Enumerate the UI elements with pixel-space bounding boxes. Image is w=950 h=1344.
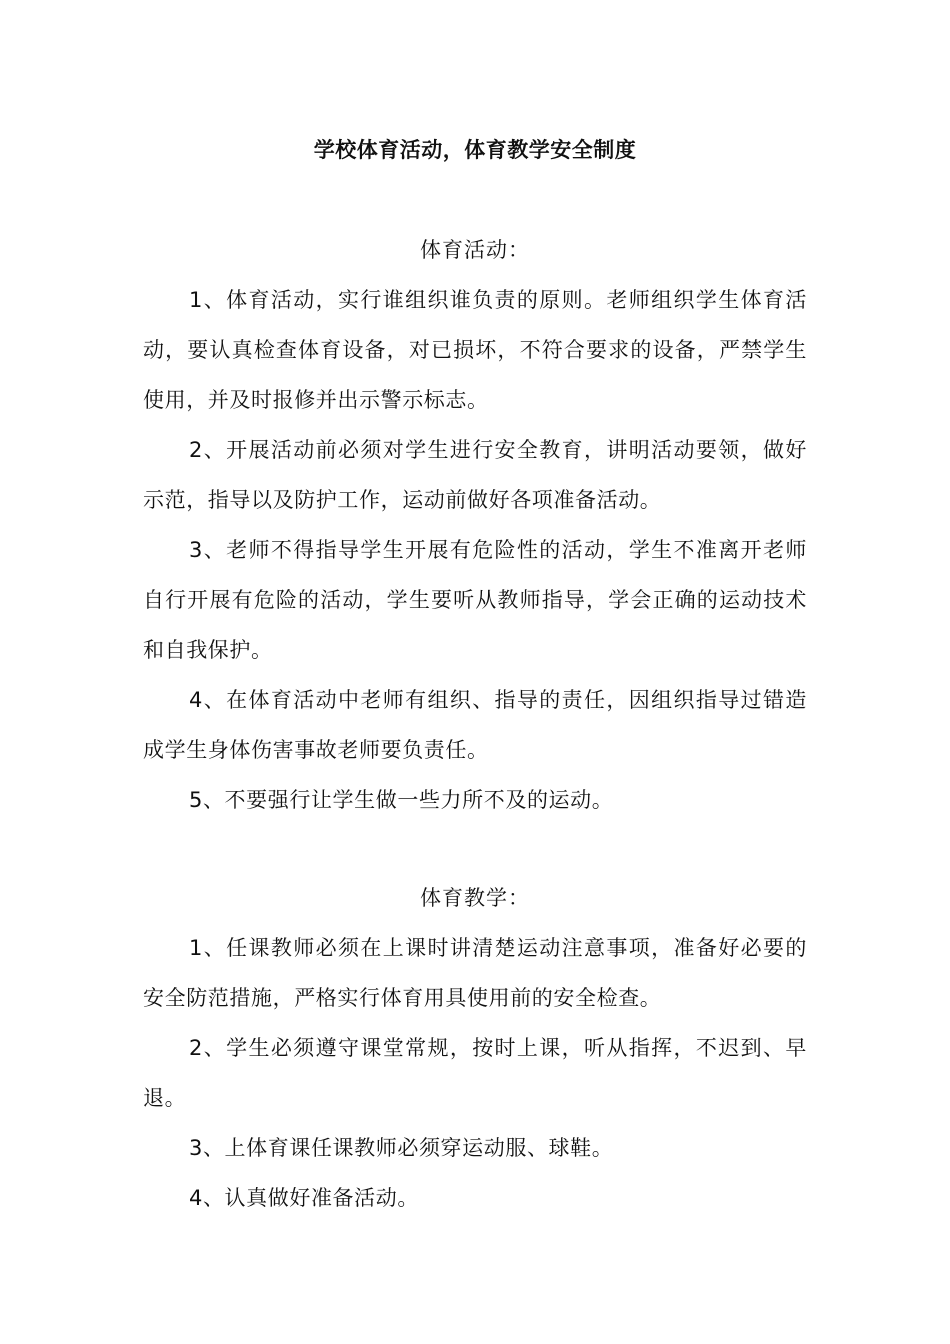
rule-paragraph: 3、老师不得指导学生开展有危险性的活动，学生不准离开老师自行开展有危险的活动，学生要听从教师指导，学会正确的运动技术和自我保护。 [143, 538, 807, 662]
section-body-sports-activities [143, 275, 807, 825]
rule-paragraph: 5、不要强行让学生做一些力所不及的运动。 [189, 788, 614, 812]
rule-paragraph: 1、任课教师必须在上课时讲清楚运动注意事项，准备好必要的安全防范措施，严格实行体育用具使用前的安全检查。 [143, 936, 807, 1010]
section-heading-sports-activities: 体育活动： [420, 238, 530, 262]
rule-paragraph: 3、上体育课任课教师必须穿运动服、球鞋。 [189, 1136, 614, 1160]
section-body-pe-teaching [143, 923, 807, 1223]
document-title: 学校体育活动，体育教学安全制度 [313, 138, 637, 162]
rule-paragraph: 1、体育活动，实行谁组织谁负责的原则。老师组织学生体育活动，要认真检查体育设备，对已损坏，不符合要求的设备，严禁学生使用，并及时报修并出示警示标志。 [143, 288, 807, 412]
rule-paragraph: 2、学生必须遵守课堂常规，按时上课，听从指挥，不迟到、早退。 [143, 1036, 807, 1110]
rule-paragraph: 2、开展活动前必须对学生进行安全教育，讲明活动要领，做好示范，指导以及防护工作，运动前做好各项准备活动。 [143, 438, 807, 512]
section-heading-pe-teaching: 体育教学： [420, 886, 530, 910]
rule-paragraph: 4、认真做好准备活动。 [189, 1186, 419, 1210]
rule-paragraph: 4、在体育活动中老师有组织、指导的责任，因组织指导过错造成学生身体伤害事故老师要负责任。 [143, 688, 807, 762]
